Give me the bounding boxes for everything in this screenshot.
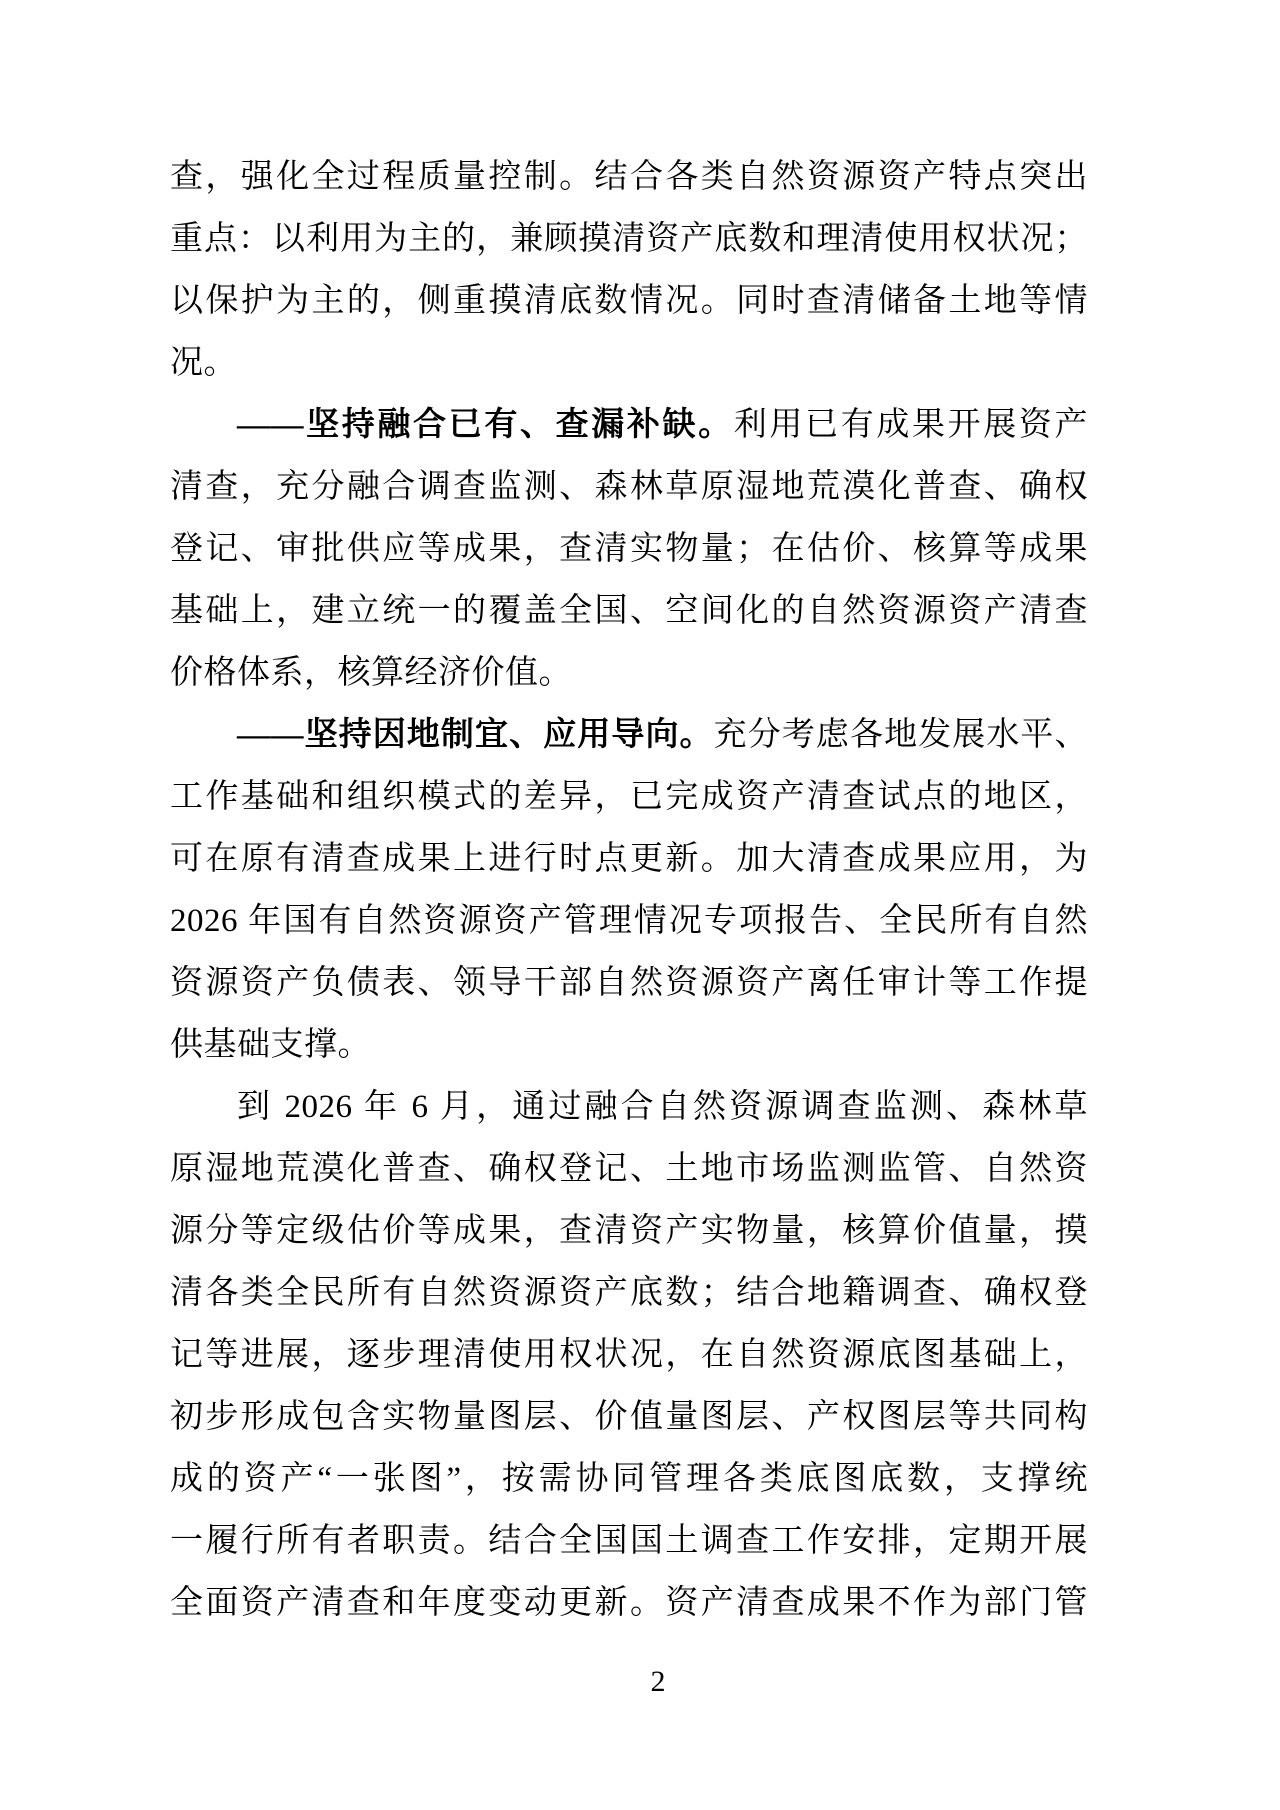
text-segment: 到 2026 年 6 月，通过融合自然资源调查监测、森林草 bbox=[237, 1089, 1088, 1125]
text-line bbox=[170, 1200, 1088, 1262]
text-line bbox=[170, 766, 1088, 828]
bold-text-segment: ——坚持因地制宜、应用导向。 bbox=[237, 717, 714, 753]
text-line bbox=[170, 1014, 1088, 1076]
text-segment: 原湿地荒漠化普查、确权登记、土地市场监测监管、自然资 bbox=[170, 1151, 1088, 1187]
text-line bbox=[170, 704, 1088, 766]
text-line bbox=[170, 518, 1088, 580]
text-line bbox=[170, 1138, 1088, 1200]
bold-text-segment: ——坚持融合已有、查漏补缺。 bbox=[237, 407, 734, 443]
text-segment: 初步形成包含实物量图层、价值量图层、产权图层等共同构 bbox=[170, 1399, 1088, 1435]
text-line bbox=[170, 332, 1088, 394]
text-segment: 全面资产清查和年度变动更新。资产清查成果不作为部门管 bbox=[170, 1585, 1088, 1621]
text-segment: 基础上，建立统一的覆盖全国、空间化的自然资源资产清查 bbox=[170, 593, 1088, 629]
text-line bbox=[170, 456, 1088, 518]
text-line bbox=[170, 1386, 1088, 1448]
text-segment: 供基础支撑。 bbox=[170, 1027, 371, 1063]
text-segment: 重点：以利用为主的，兼顾摸清资产底数和理清使用权状况； bbox=[170, 221, 1088, 257]
text-line bbox=[170, 1448, 1088, 1510]
text-segment: 2026 年国有自然资源资产管理情况专项报告、全民所有自然 bbox=[170, 903, 1088, 939]
text-segment: 况。 bbox=[170, 345, 237, 381]
text-segment: 价格体系，核算经济价值。 bbox=[170, 655, 572, 691]
text-segment: 利用已有成果开展资产 bbox=[733, 407, 1088, 443]
text-line bbox=[170, 394, 1088, 456]
page-number: 2 bbox=[650, 1665, 666, 1698]
text-line bbox=[170, 146, 1088, 208]
text-segment: 充分考虑各地发展水平、 bbox=[713, 717, 1088, 753]
text-line bbox=[170, 828, 1088, 890]
text-line bbox=[170, 890, 1088, 952]
text-block bbox=[170, 146, 1088, 1634]
text-line bbox=[170, 580, 1088, 642]
text-segment: 清各类全民所有自然资源资产底数；结合地籍调查、确权登 bbox=[170, 1275, 1088, 1311]
text-segment: 查，强化全过程质量控制。结合各类自然资源资产特点突出 bbox=[170, 159, 1088, 195]
text-segment: 可在原有清查成果上进行时点更新。加大清查成果应用，为 bbox=[170, 841, 1088, 877]
text-segment: 记等进展，逐步理清使用权状况，在自然资源底图基础上， bbox=[170, 1337, 1088, 1373]
text-segment: 成的资产“一张图”，按需协同管理各类底图底数，支撑统 bbox=[170, 1461, 1088, 1497]
text-line bbox=[170, 1510, 1088, 1572]
text-line bbox=[170, 642, 1088, 704]
text-segment: 源分等定级估价等成果，查清资产实物量，核算价值量，摸 bbox=[170, 1213, 1088, 1249]
text-segment: 清查，充分融合调查监测、森林草原湿地荒漠化普查、确权 bbox=[170, 469, 1088, 505]
text-line bbox=[170, 1262, 1088, 1324]
text-segment: 以保护为主的，侧重摸清底数情况。同时查清储备土地等情 bbox=[170, 283, 1088, 319]
text-segment: 登记、审批供应等成果，查清实物量；在估价、核算等成果 bbox=[170, 531, 1088, 567]
text-line bbox=[170, 270, 1088, 332]
text-line bbox=[170, 208, 1088, 270]
text-line bbox=[170, 1324, 1088, 1386]
text-segment: 一履行所有者职责。结合全国国土调查工作安排，定期开展 bbox=[170, 1523, 1088, 1559]
text-segment: 资源资产负债表、领导干部自然资源资产离任审计等工作提 bbox=[170, 965, 1088, 1001]
text-line bbox=[170, 1076, 1088, 1138]
text-line bbox=[170, 952, 1088, 1014]
text-segment: 工作基础和组织模式的差异，已完成资产清查试点的地区， bbox=[170, 779, 1088, 815]
text-line bbox=[170, 1572, 1088, 1634]
